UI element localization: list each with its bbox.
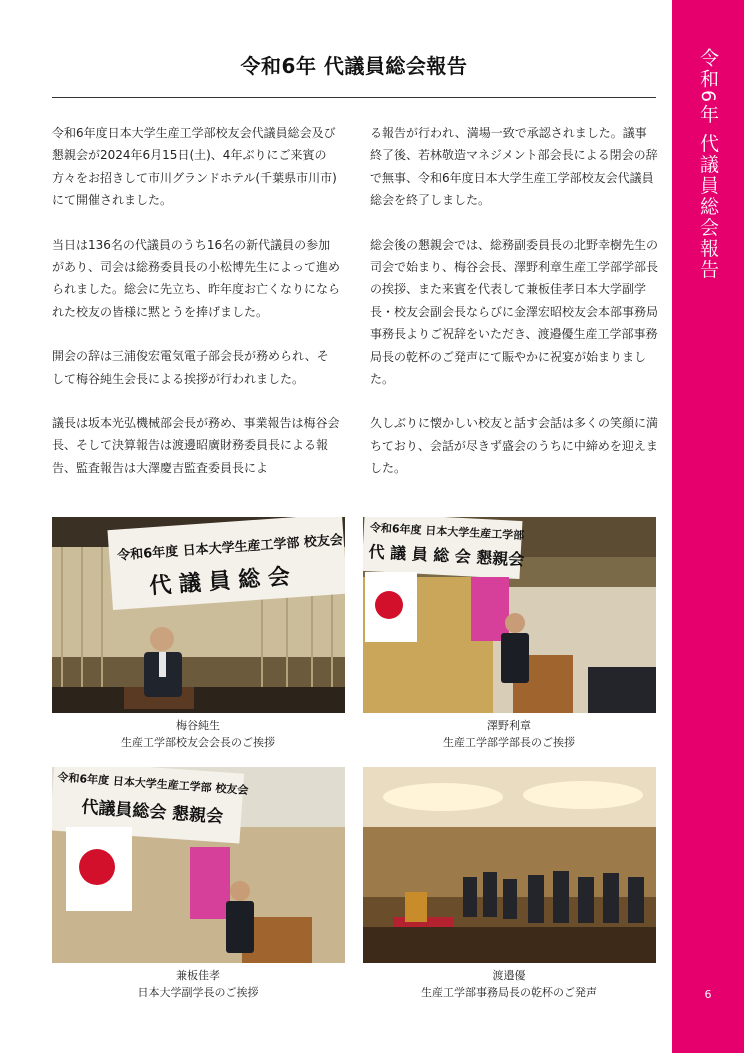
paragraph: 開会の辞は三浦俊宏電気電子部会長が務められ、そして梅谷純生会長による挨拶が行われました。 (52, 349, 329, 386)
banner-line: 代 議 員 総 会 (148, 564, 291, 600)
photo-caption (363, 717, 655, 751)
page-number: 6 (704, 988, 712, 1001)
paragraph: 議長は坂本光弘機械部会長が務め、事業報告は梅谷会長、そして決算報告は渡邊昭廣財務委員長による報告、監査報告は大澤慶吉監査委員長によ (52, 416, 340, 475)
banner-line: 代議員総会 懇親会 (80, 797, 224, 828)
banner-line: 令和6年度 日本大学生産工学部 校友会 (57, 770, 249, 798)
photo-caption (52, 967, 344, 1001)
photo-kaneita-speech (52, 767, 345, 963)
page-title: 令和6年 代議員総会報告 (240, 54, 468, 78)
photo-caption (363, 967, 655, 1001)
article-column-left (52, 122, 340, 501)
caption-role: 生産工学部学部長のご挨拶 (443, 736, 575, 749)
caption-role: 日本大学副学長のご挨拶 (137, 986, 259, 999)
caption-name: 澤野利章 (487, 719, 531, 732)
paragraph: 令和6年度日本大学生産工学部校友会代議員総会及び懇親会が2024年6月15日(土)、4年ぶりにご来賓の方々をお招きして市川グランドホテル(千葉県市川市)にて開催されました。 (52, 126, 337, 208)
photo-caption (52, 717, 344, 751)
caption-name: 梅谷純生 (176, 719, 220, 732)
caption-role: 生産工学部校友会会長のご挨拶 (121, 736, 275, 749)
paragraph: る報告が行われ、満場一致で承認されました。議事終了後、若林敬造マネジメント部会長による閉会の辞で無事、令和6年度日本大学生産工学部校友会代議員総会を終了しました。 (370, 126, 658, 208)
banner-line: 令和6年度 日本大学生産工学部 (369, 521, 525, 543)
banner-line: 代 議 員 総 会 懇親会 (368, 542, 525, 570)
photo-sawano-speech (363, 517, 656, 713)
caption-name: 兼板佳孝 (176, 969, 220, 982)
photo-toast (363, 767, 656, 963)
article-column-right (370, 122, 658, 502)
side-section-title: 令和6年 代議員総会報告 (697, 48, 719, 281)
paragraph: 当日は136名の代議員のうち16名の新代議員の参加があり、司会は総務委員長の小松博先生によって進められました。総会に先立ち、昨年度お亡くなりになられた校友の皆様に黙とうを捧げました。 (52, 237, 341, 319)
caption-name: 渡邉優 (492, 969, 526, 982)
banner-line: 令和6年度 日本大学生産工学部 校友会 (116, 532, 344, 564)
photo-umetani-speech (52, 517, 345, 713)
paragraph: 総会後の懇親会では、総務副委員長の北野幸樹先生の司会で始まり、梅谷会長、澤野利章生産工学部学部長の挨拶、また来賓を代表して兼板佳孝日本大学副学長・校友会副会長ならびに金澤宏昭校友会本部事務局事務長よりご祝辞をいただき、渡邉優生産工学部事務局長の乾杯のご発声にて賑やかに祝宴が始まりました。 (370, 237, 659, 387)
title-divider (52, 97, 656, 98)
paragraph: 久しぶりに懐かしい校友と話す会話は多くの笑顔に満ちており、会話が尽きず盛会のうちに中締めを迎えました。 (370, 416, 659, 476)
caption-role: 生産工学部事務局長の乾杯のご発声 (421, 986, 597, 999)
